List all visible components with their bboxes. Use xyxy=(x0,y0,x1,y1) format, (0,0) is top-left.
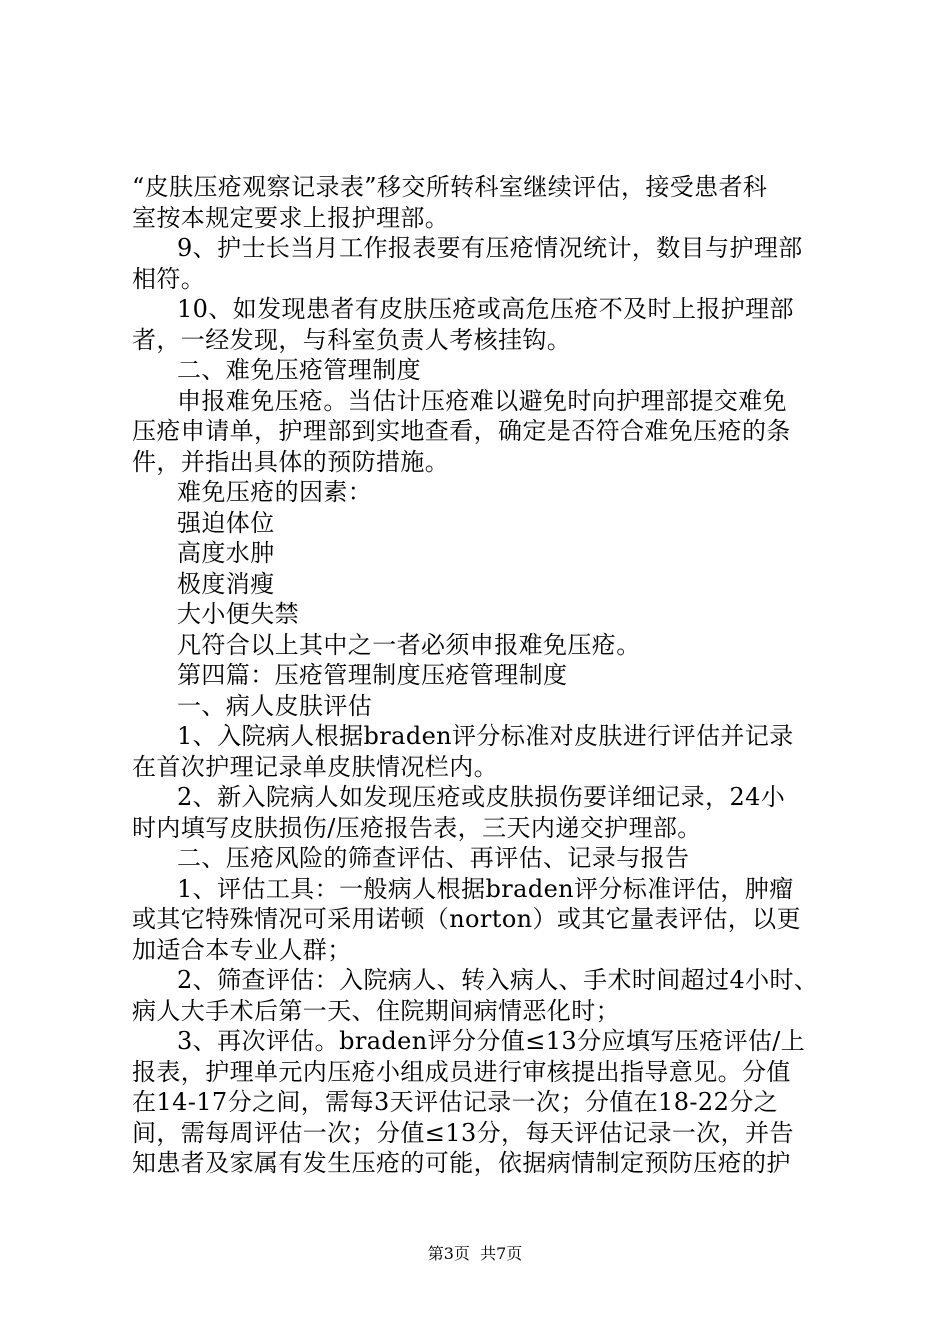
page-number: 第3页 共7页 xyxy=(427,1244,523,1263)
list-item: 高度水肿 xyxy=(177,539,275,567)
text-line: 压疮申请单，护理部到实地查看，确定是否符合难免压疮的条 xyxy=(132,417,791,445)
chapter-heading: 第四篇：压疮管理制度压疮管理制度 xyxy=(177,661,568,689)
text-line: 3、再次评估。braden评分分值≤13分应填写压疮评估/上 xyxy=(177,1027,806,1055)
section-heading: 一、病人皮肤评估 xyxy=(177,691,373,720)
text-line: 者，一经发现，与科室负责人考核挂钩。 xyxy=(132,325,572,354)
text-line: 相符。 xyxy=(132,264,206,293)
text-line: “皮肤压疮观察记录表”移交所转科室继续评估，接受患者科 xyxy=(132,173,768,201)
section-heading: 二、压疮风险的筛查评估、再评估、记录与报告 xyxy=(177,844,690,872)
text-line: 2、筛查评估：入院病人、转入病人、手术时间超过4小时、 xyxy=(177,966,819,994)
text-line: 病人大手术后第一天、住院期间病情恶化时； xyxy=(132,996,620,1025)
list-item: 极度消瘦 xyxy=(177,569,275,598)
text-line: 在14-17分之间，需每3天评估记录一次；分值在18-22分之 xyxy=(132,1088,779,1116)
list-item: 大小便失禁 xyxy=(177,600,299,628)
section-heading: 二、难免压疮管理制度 xyxy=(177,356,421,384)
text-line: 凡符合以上其中之一者必须申报难免压疮。 xyxy=(177,630,641,659)
text-line: 在首次护理记录单皮肤情况栏内。 xyxy=(132,752,498,781)
text-line: 件，并指出具体的预防措施。 xyxy=(132,447,450,476)
text-line: 1、评估工具：一般病人根据braden评分标准评估，肿瘤 xyxy=(177,874,794,903)
text-line: 加适合本专业人群； xyxy=(132,935,352,964)
text-line: 知患者及家属有发生压疮的可能，依据病情制定预防压疮的护 xyxy=(132,1149,791,1177)
text-line: 时内填写皮肤损伤/压疮报告表，三天内递交护理部。 xyxy=(132,813,702,842)
text-line: 报表，护理单元内压疮小组成员进行审核提出指导意见。分值 xyxy=(132,1057,791,1086)
text-line: 2、新入院病人如发现压疮或皮肤损伤要详细记录，24小 xyxy=(177,783,786,811)
text-line: 或其它特殊情况可采用诺顿（norton）或其它量表评估，以更 xyxy=(132,905,801,933)
text-line: 难免压疮的因素： xyxy=(177,478,373,506)
text-line: 室按本规定要求上报护理部。 xyxy=(132,203,450,232)
text-line: 10、如发现患者有皮肤压疮或高危压疮不及时上报护理部 xyxy=(177,295,794,323)
list-item: 强迫体位 xyxy=(177,508,275,537)
text-line: 9、护士长当月工作报表要有压疮情况统计，数目与护理部 xyxy=(177,234,803,262)
document-body xyxy=(132,172,832,1179)
text-line: 1、入院病人根据braden评分标准对皮肤进行评估并记录 xyxy=(177,722,794,750)
page-footer xyxy=(0,1244,950,1264)
text-line: 间，需每周评估一次；分值≤13分，每天评估记录一次，并告 xyxy=(132,1118,794,1147)
text-line: 申报难免压疮。当估计压疮难以避免时向护理部提交难免 xyxy=(177,386,787,415)
